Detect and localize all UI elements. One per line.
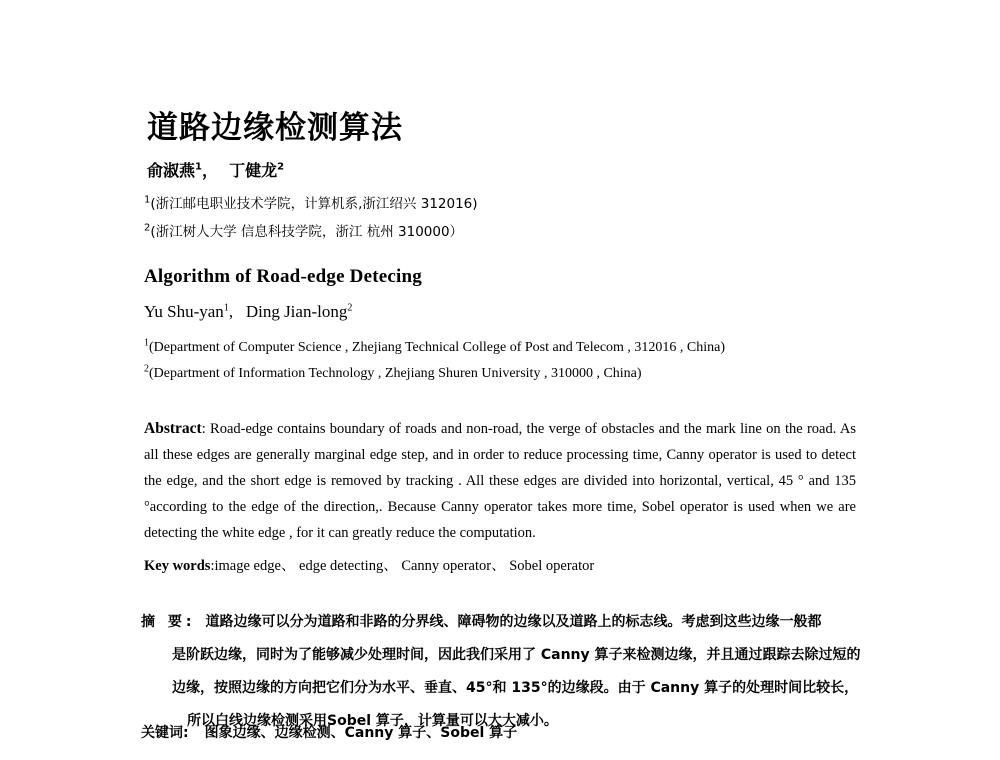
- abstract-chinese: [141, 606, 859, 738]
- affiliation-english-1-text: (Department of Computer Science , Zhejiang Technical College of Post and Telecom , 312016 , China): [149, 340, 726, 355]
- abstract-english: [144, 416, 856, 546]
- keywords-english: [144, 553, 594, 579]
- authors-english-separator: ,: [228, 302, 234, 321]
- affiliation-english-2-superscript: 2: [144, 363, 149, 375]
- page-title-chinese: 道路边缘检测算法: [147, 110, 403, 145]
- affiliation-english-1-superscript: 1: [144, 337, 149, 349]
- authors-chinese-separator: ，: [201, 161, 218, 180]
- abstract-english-text: Road-edge contains boundary of roads and non-road, the verge of obstacles and the mark line on the road. As all these edges are generally marginal edge step, and in order to reduce processing time, Canny operator is used to detect the edge, and the short edge is removed by tracking . All these edges are divided into horizontal, vertical, 45 ° and 135 °according to the edge of the direction,. Because Canny operator takes more time, Sobel operator is used when we are detecting the white edge , for it can greatly reduce the computation.: [144, 421, 856, 541]
- keywords-chinese-label: 关键词:: [141, 725, 189, 741]
- affiliation-chinese-2-superscript: 2: [144, 222, 151, 234]
- keywords-chinese-text: 图象边缘、边缘检测、Canny 算子、Sobel 算子: [204, 725, 518, 741]
- affiliation-chinese-1-superscript: 1: [144, 194, 151, 206]
- author-english-2: Ding Jian-long: [245, 302, 348, 321]
- affiliation-chinese-2: [144, 222, 463, 242]
- authors-chinese: [147, 160, 284, 182]
- author-english-1: Yu Shu-yan: [144, 302, 224, 321]
- author-english-2-superscript: 2: [347, 302, 353, 314]
- affiliation-english-1: [144, 338, 725, 358]
- keywords-english-label: Key words: [144, 558, 211, 574]
- abstract-chinese-line-1: [141, 606, 859, 639]
- abstract-chinese-line-2: 是阶跃边缘，同时为了能够减少处理时间，因此我们采用了 Canny 算子来检测边缘，并且通过跟踪去除过短的: [172, 647, 861, 663]
- author-chinese-1-superscript: 1: [195, 161, 202, 173]
- abstract-chinese-line-3: 边缘，按照边缘的方向把它们分为水平、垂直、45°和 135°的边缘段。由于 Canny 算子的处理时间比较长，: [172, 680, 859, 696]
- affiliation-chinese-1-text: (浙江邮电职业技术学院，计算机系,浙江绍兴 312016): [150, 196, 478, 212]
- author-chinese-2-superscript: 2: [277, 161, 285, 173]
- abstract-chinese-label: 摘 要:: [141, 614, 196, 630]
- author-english-1-superscript: 1: [223, 302, 229, 314]
- page-title-english: Algorithm of Road-edge Detecing: [144, 266, 422, 287]
- keywords-chinese: [141, 720, 517, 746]
- affiliation-english-2: [144, 364, 642, 384]
- affiliation-chinese-2-text: (浙江树人大学 信息科技学院，浙江 杭州 310000）: [150, 224, 464, 240]
- keywords-english-text: image edge、 edge detecting、 Canny operator、 Sobel operator: [214, 558, 595, 574]
- abstract-chinese-line-4: 所以白线边缘检测采用Sobel 算子，计算量可以大大减小。: [187, 713, 558, 729]
- affiliation-english-2-text: (Department of Information Technology , Zhejiang Shuren University , 310000 , China): [149, 366, 642, 381]
- abstract-english-label: Abstract: [144, 420, 202, 437]
- affiliation-chinese-1: [144, 194, 478, 214]
- author-chinese-1: 俞淑燕: [147, 161, 196, 180]
- author-chinese-2: 丁健龙: [229, 161, 278, 180]
- abstract-english-separator: :: [201, 421, 211, 437]
- keywords-english-separator: :: [210, 558, 215, 574]
- authors-english: [144, 300, 352, 324]
- abstract-chinese-text-1: 道路边缘可以分为道路和非路的分界线、障碍物的边缘以及道路上的标志线。考虑到这些边缘一般都: [205, 614, 822, 630]
